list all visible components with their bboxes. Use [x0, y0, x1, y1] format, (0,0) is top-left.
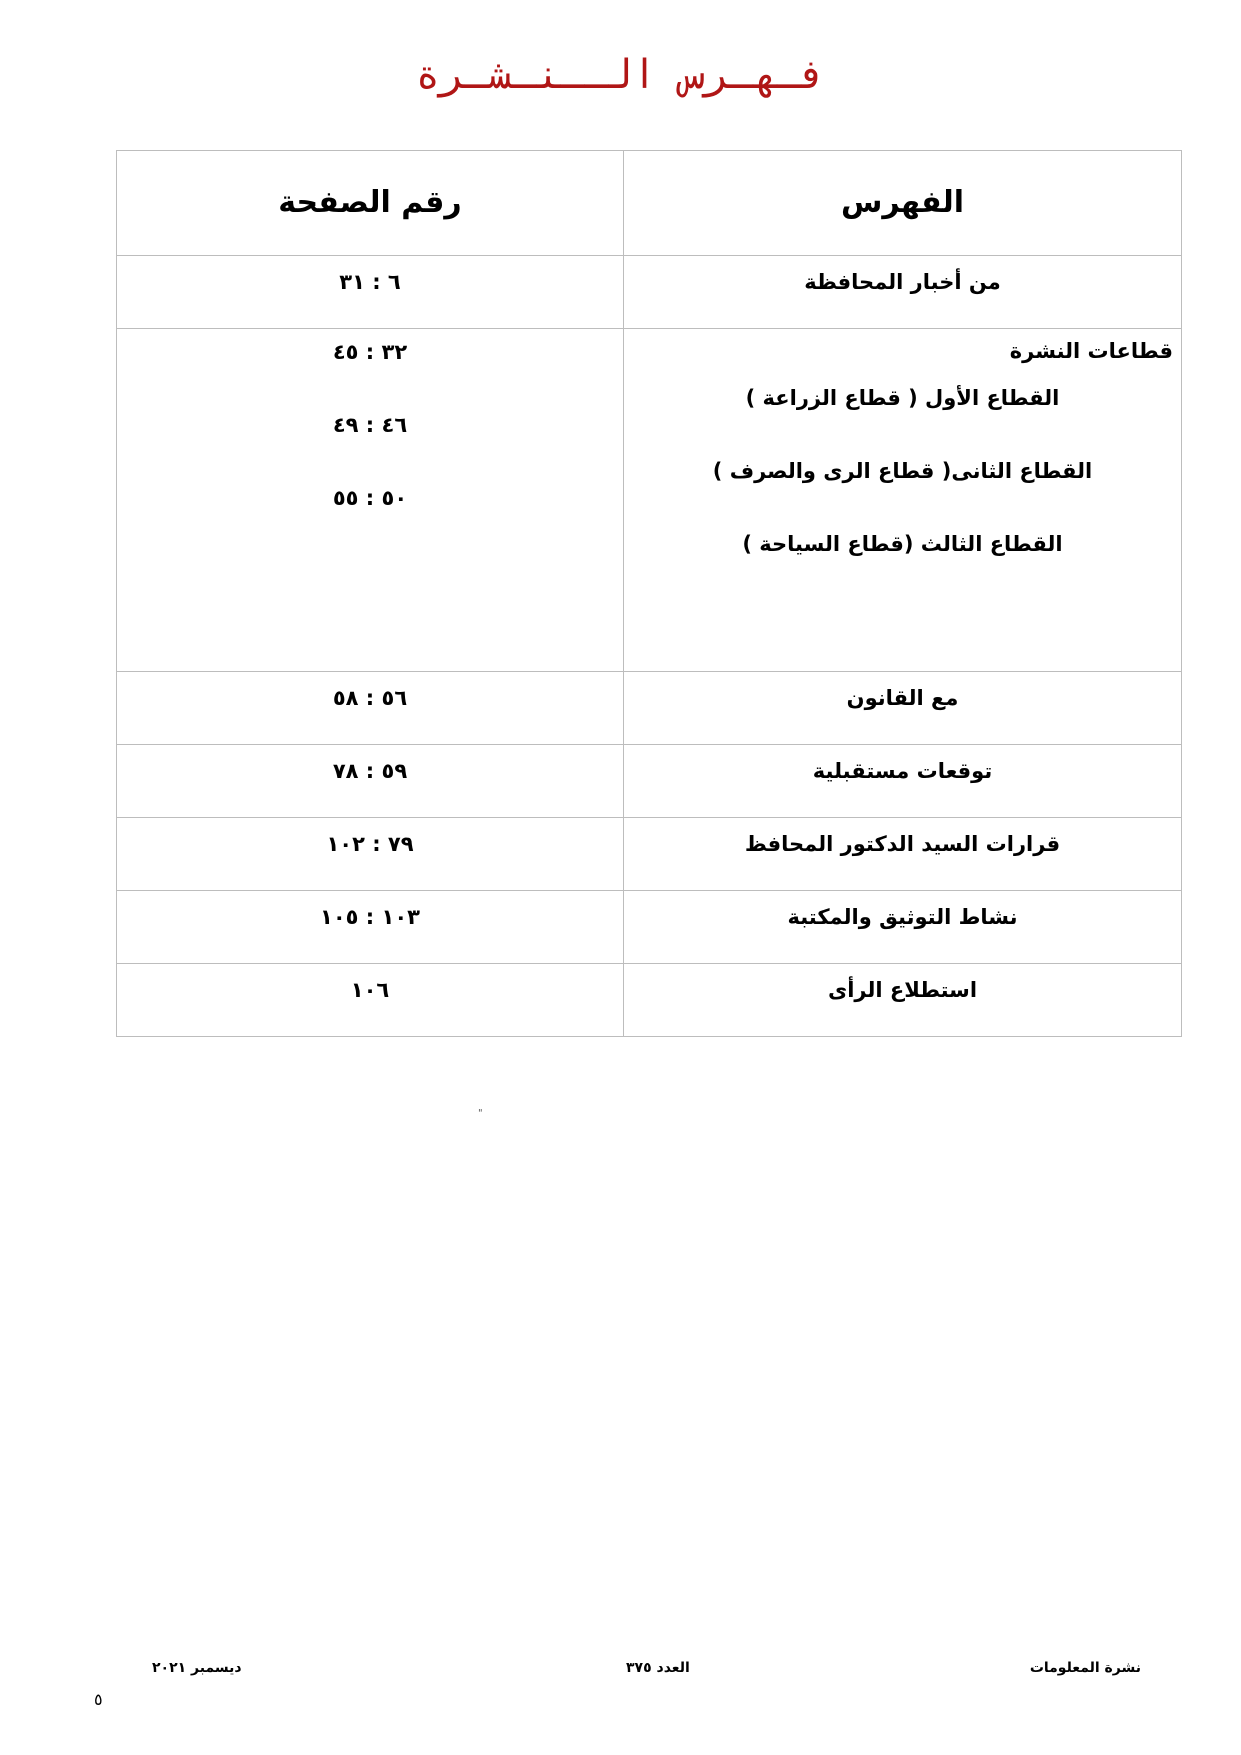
- header-index: الفهرس: [840, 185, 964, 220]
- header-page: رقم الصفحة: [278, 185, 462, 220]
- row-pages-cell: [117, 745, 624, 818]
- row-label: من أخبار المحافظة: [804, 270, 1001, 294]
- row-label-cell: [624, 672, 1182, 745]
- table-row: [117, 964, 1182, 1037]
- footer-date: ديسمبر ٢٠٢١: [152, 1660, 242, 1676]
- row-label-cell: [624, 818, 1182, 891]
- stray-mark: ": [478, 1108, 483, 1119]
- row-pages-cell: [117, 672, 624, 745]
- row-pages-cell: [117, 256, 624, 329]
- row-pages: ١٠٦: [350, 978, 390, 1002]
- row-pages: ٦ : ٣١: [339, 270, 401, 294]
- table-row: [117, 256, 1182, 329]
- sector-pages: ٣٢ : ٤٥: [332, 340, 408, 364]
- row-pages-cell: [117, 818, 624, 891]
- table-row-sectors: [117, 329, 1182, 672]
- row-label: مع القانون: [846, 686, 959, 710]
- footer-issue: العدد ٣٧٥: [626, 1660, 690, 1676]
- table-row: [117, 818, 1182, 891]
- row-label: نشاط التوثيق والمكتبة: [787, 905, 1018, 929]
- row-label: توقعات مستقبلية: [812, 759, 993, 783]
- table-row: [117, 891, 1182, 964]
- page-number: ٥: [94, 1690, 103, 1709]
- sectors-label-cell: [624, 329, 1182, 672]
- sector-pages: ٥٠ : ٥٥: [332, 486, 408, 510]
- table-header-row: [117, 151, 1182, 256]
- row-pages: ١٠٣ : ١٠٥: [320, 905, 420, 929]
- table-row: [117, 745, 1182, 818]
- row-label-cell: [624, 745, 1182, 818]
- sector-item: القطاع الثالث (قطاع السياحة ): [742, 532, 1063, 556]
- page-title: فـهـرس الــنـشـرة: [415, 52, 826, 98]
- sector-item: القطاع الثانى( قطاع الرى والصرف ): [712, 459, 1093, 483]
- table-row: [117, 672, 1182, 745]
- index-table: [116, 150, 1182, 1037]
- header-index-cell: [624, 151, 1182, 256]
- sector-item: القطاع الأول ( قطاع الزراعة ): [745, 386, 1060, 410]
- row-label-cell: [624, 891, 1182, 964]
- header-page-cell: [117, 151, 624, 256]
- row-pages-cell: [117, 891, 624, 964]
- row-pages: ٥٩ : ٧٨: [332, 759, 408, 783]
- sectors-pages-cell: [117, 329, 624, 672]
- sector-pages: ٤٦ : ٤٩: [332, 413, 408, 437]
- sectors-heading: قطاعات النشرة: [1009, 339, 1173, 363]
- row-label: استطلاع الرأى: [827, 978, 978, 1002]
- row-label-cell: [624, 256, 1182, 329]
- row-pages-cell: [117, 964, 624, 1037]
- row-label: قرارات السيد الدكتور المحافظ: [744, 832, 1061, 856]
- row-pages: ٧٩ : ١٠٢: [326, 832, 414, 856]
- row-label-cell: [624, 964, 1182, 1037]
- footer-publication: نشرة المعلومات: [1029, 1660, 1141, 1676]
- row-pages: ٥٦ : ٥٨: [332, 686, 408, 710]
